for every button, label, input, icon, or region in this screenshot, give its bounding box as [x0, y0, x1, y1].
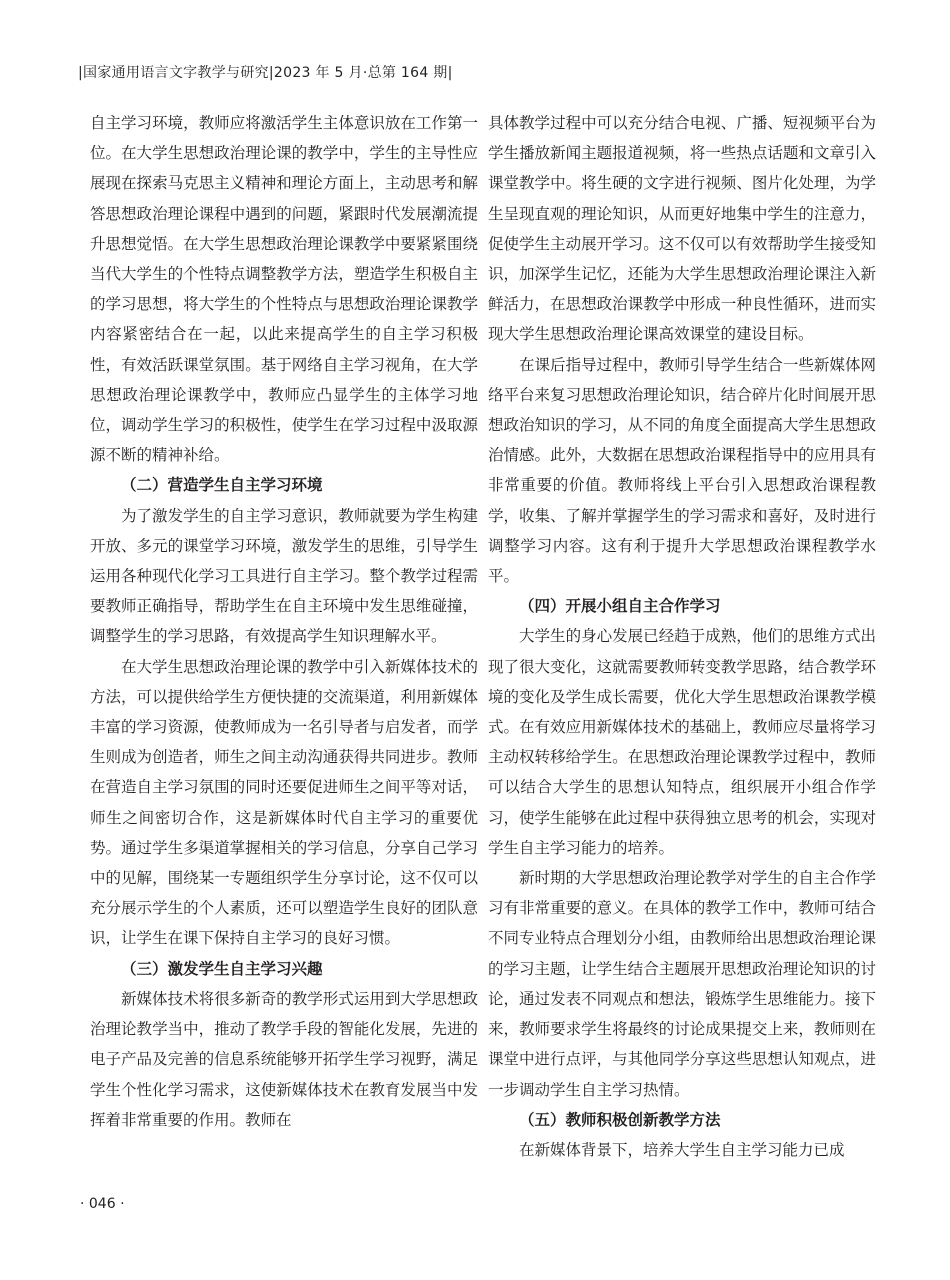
page-number: · 046 ·	[80, 1196, 125, 1212]
paragraph: 在大学生思想政治理论课的教学中引入新媒体技术的方法，可以提供给学生方便快捷的交流渠道，利用新媒体丰富的学习资源，使教师成为一名引导者与启发者，而学生则成为创造者，师生之间主动沟通获得共同进步。教师在营造自主学习氛围的同时还要促进师生之间平等对话，师生之间密切合作，这是新媒体时代自主学习的重要优势。通过学生多渠道掌握相关的学习信息，分享自己学习中的见解，围绕某一专题组织学生分享讨论，这不仅可以充分展示学生的个人素质，还可以塑造学生良好的团队意识，让学生在课下保持自主学习的良好习惯。	[90, 657, 478, 948]
paragraph: 在新媒体背景下，培养大学生自主学习能力已成	[519, 1140, 845, 1159]
paragraph: 自主学习环境，教师应将激活学生主体意识放在工作第一位。在大学生思想政治理论课的教学中，学生的主导性应展现在探索马克思主义精神和理论方面上，主动思考和解答思想政治理论课程中遇到的问题，紧跟时代发展潮流提升思想觉悟。在大学生思想政治理论课教学中要紧紧围绕当代大学生的个性特点调整教学方法，塑造学生积极自主的学习思想，将大学生的个性特点与思想政治理论课教学内容紧密结合在一起，以此来提高学生的自主学习积极性，有效活跃课堂氛围。基于网络自主学习视角，在大学思想政治理论课教学中，教师应凸显学生的主体学习地位，调动学生学习的积极性，使学生在学习过程中汲取源源不断的精神补给。	[90, 114, 478, 465]
paragraph: 新媒体技术将很多新奇的教学形式运用到大学思想政治理论教学当中，推动了教学手段的智能化发展，先进的电子产品及完善的信息系统能够开拓学生学习视野，满足学生个性化学习需求，这使新媒体技术在教育发展当中发挥着非常重要的作用。教师在	[90, 989, 478, 1129]
paragraph: 新时期的大学思想政治理论教学对学生的自主合作学习有非常重要的意义。在具体的教学工作中，教师可结合不同专业特点合理划分小组，由教师给出思想政治理论课的学习主题，让学生结合主题展开思想政治理论知识的讨论，通过发表不同观点和想法，锻炼学生思维能力。接下来，教师要求学生将最终的讨论成果提交上来，教师则在课堂中进行点评，与其他同学分享这些思想认知观点，进一步调动学生自主学习热情。	[488, 869, 876, 1099]
running-header: |国家通用语言文字教学与研究|2023 年 5 月·总第 164 期|	[78, 65, 453, 81]
section-heading: （五）教师积极创新教学方法	[519, 1109, 721, 1129]
section-heading: （四）开展小组自主合作学习	[519, 596, 721, 616]
paragraph: 在课后指导过程中，教师引导学生结合一些新媒体网络平台来复习思想政治理论知识，结合碎片化时间展开思想政治知识的学习，从不同的角度全面提高大学生思想政治情感。此外，大数据在思想政治课程指导中的应用具有非常重要的价值。教师将线上平台引入思想政治课程教学，收集、了解并掌握学生的学习需求和喜好，及时进行调整学习内容。这有利于提升大学思想政治课程教学水平。	[488, 355, 876, 586]
right-column	[488, 108, 876, 1165]
paragraph: 具体教学过程中可以充分结合电视、广播、短视频平台为学生播放新闻主题报道视频，将一些热点话题和文章引入课堂教学中。将生硬的文字进行视频、图片化处理，为学生呈现直观的理论知识，从而更好地集中学生的注意力，促使学生主动展开学习。这不仅可以有效帮助学生接受知识，加深学生记忆，还能为大学生思想政治理论课注入新鲜活力，在思想政治课教学中形成一种良性循环，进而实现大学生思想政治理论课高效课堂的建设目标。	[488, 114, 876, 344]
paragraph: 为了激发学生的自主学习意识，教师就要为学生构建开放、多元的课堂学习环境，激发学生的思维，引导学生运用各种现代化学习工具进行自主学习。整个教学过程需要教师正确指导，帮助学生在自主环境中发生思维碰撞，调整学生的学习思路，有效提高学生知识理解水平。	[90, 506, 478, 646]
paragraph: 大学生的身心发展已经趋于成熟，他们的思维方式出现了很大变化，这就需要教师转变教学思路，结合教学环境的变化及学生成长需要，优化大学生思想政治课教学模式。在有效应用新媒体技术的基础上，教师应尽量将学习主动权转移给学生。在思想政治理论课教学过程中，教师可以结合大学生的思想认知特点，组织展开小组合作学习，使学生能够在此过程中获得独立思考的机会，实现对学生自主学习能力的培养。	[488, 627, 876, 857]
left-column	[90, 108, 478, 1135]
section-heading: （二）营造学生自主学习环境	[121, 475, 323, 495]
section-heading: （三）激发学生自主学习兴趣	[121, 958, 323, 978]
